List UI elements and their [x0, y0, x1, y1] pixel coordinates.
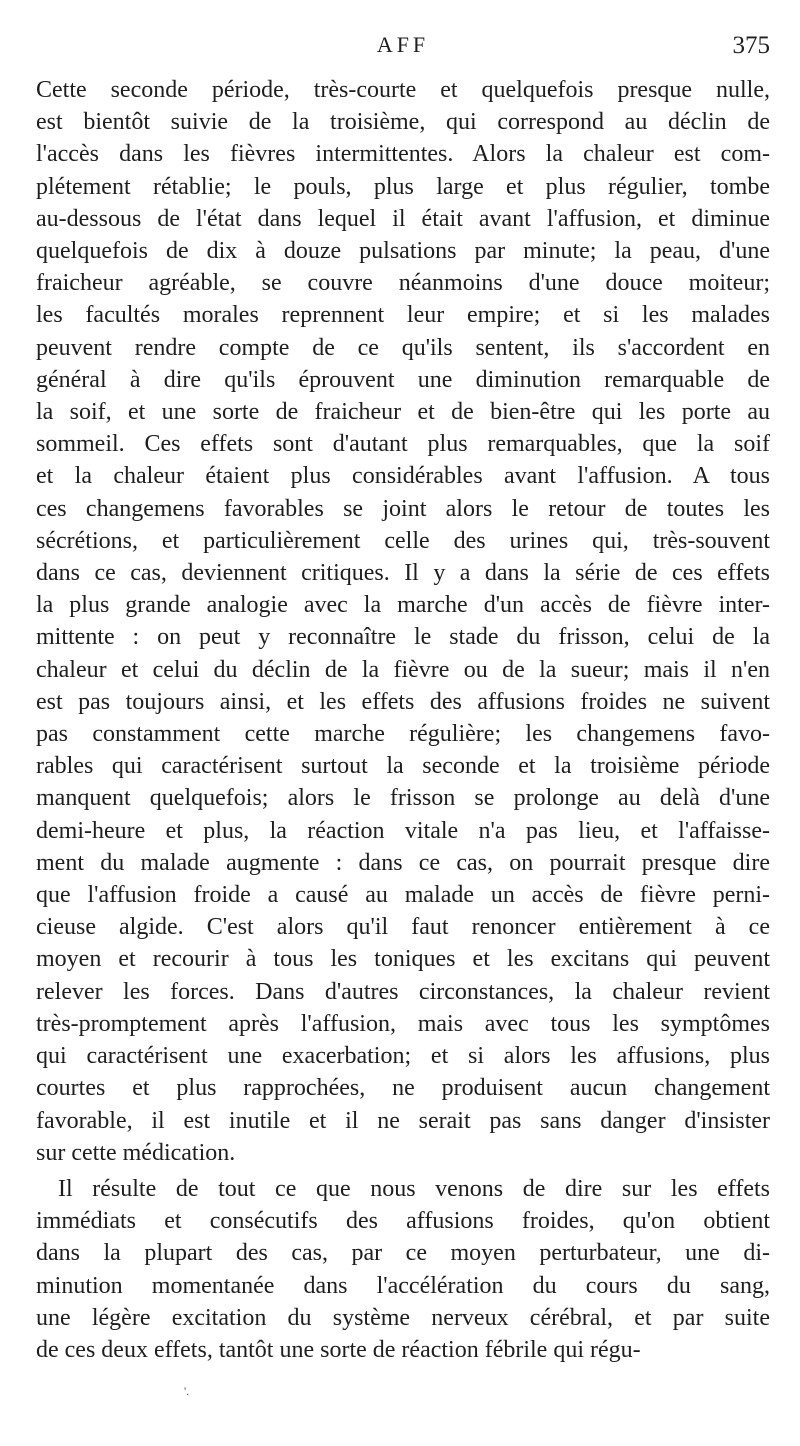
body-text: [36, 74, 770, 1366]
text-line: relever les forces. Dans d'autres circonstances, la chaleur revient: [36, 978, 770, 1005]
text-line: moyen et recourir à tous les toniques et les excitans qui peuvent: [36, 946, 770, 973]
text-line: minution momentanée dans l'accélération du cours du sang,: [36, 1272, 770, 1299]
running-head: [36, 32, 770, 66]
paragraph: [36, 1173, 770, 1366]
text-line: cieuse algide. C'est alors qu'il faut renoncer entièrement à ce: [36, 914, 770, 941]
text-line: dans ce cas, deviennent critiques. Il y a dans la série de ces effets: [36, 560, 770, 587]
text-line: au-dessous de l'état dans lequel il était avant l'affusion, et diminue: [36, 205, 770, 232]
text-line: Cette seconde période, très-courte et quelquefois presque nulle,: [36, 77, 770, 103]
text-line: favorable, il est inutile et il ne serait pas sans danger d'insister: [36, 1107, 770, 1134]
text-line: rables qui caractérisent surtout la seconde et la troisième période: [36, 753, 770, 780]
text-line: peuvent rendre compte de ce qu'ils sentent, ils s'accordent en: [36, 334, 770, 361]
text-line: la plus grande analogie avec la marche d'un accès de fièvre inter-: [36, 592, 770, 619]
page-number: 375: [732, 32, 770, 59]
text-line: que l'affusion froide a causé au malade un accès de fièvre perni-: [36, 882, 770, 909]
text-line: chaleur et celui du déclin de la fièvre ou de la sueur; mais il n'en: [36, 656, 770, 683]
text-line: plétement rétablie; le pouls, plus large et plus régulier, tombe: [36, 173, 770, 200]
text-line: dans la plupart des cas, par ce moyen perturbateur, une di-: [36, 1240, 770, 1267]
text-line: Il résulte de tout ce que nous venons de dire sur les effets: [58, 1175, 770, 1202]
text-line: ment du malade augmente : dans ce cas, on pourrait presque dire: [36, 849, 770, 876]
text-line: fraicheur agréable, se couvre néanmoins d'une douce moiteur;: [36, 270, 770, 297]
paragraph: [36, 74, 770, 1169]
text-line: sommeil. Ces effets sont d'autant plus remarquables, que la soif: [36, 431, 770, 458]
text-line: la soif, et une sorte de fraicheur et de bien-être qui les porte au: [36, 399, 770, 426]
text-line: pas constamment cette marche régulière; les changemens favo-: [36, 721, 770, 748]
text-line: sécrétions, et particulièrement celle des urines qui, très-souvent: [36, 527, 770, 554]
text-line: général à dire qu'ils éprouvent une diminution remarquable de: [36, 366, 770, 393]
text-line: sur cette médication.: [36, 1139, 236, 1166]
text-line: est pas toujours ainsi, et les effets des affusions froides ne suivent: [36, 688, 770, 715]
text-line: mittente : on peut y reconnaître le stade du frisson, celui de la: [36, 624, 770, 651]
text-line: une légère excitation du système nerveux cérébral, et par suite: [36, 1304, 770, 1331]
text-line: de ces deux effets, tantôt une sorte de réaction fébrile qui régu-: [36, 1336, 641, 1363]
text-line: ces changemens favorables se joint alors le retour de toutes les: [36, 495, 770, 522]
text-line: manquent quelquefois; alors le frisson se prolonge au delà d'une: [36, 785, 770, 812]
text-line: immédiats et consécutifs des affusions froides, qu'on obtient: [36, 1208, 770, 1235]
text-line: l'accès dans les fièvres intermittentes. Alors la chaleur est com-: [36, 141, 770, 168]
text-line: demi-heure et plus, la réaction vitale n'a pas lieu, et l'affaisse-: [36, 817, 770, 844]
stray-mark: '.: [184, 1384, 190, 1398]
text-line: courtes et plus rapprochées, ne produisent aucun changement: [36, 1075, 770, 1102]
text-line: très-promptement après l'affusion, mais avec tous les symptômes: [36, 1010, 770, 1037]
running-title: AFF: [376, 32, 430, 57]
text-line: quelquefois de dix à douze pulsations par minute; la peau, d'une: [36, 238, 770, 265]
text-line: qui caractérisent une exacerbation; et si alors les affusions, plus: [36, 1043, 770, 1070]
text-line: les facultés morales reprennent leur empire; et si les malades: [36, 302, 770, 329]
text-line: est bientôt suivie de la troisième, qui correspond au déclin de: [36, 109, 770, 136]
text-line: et la chaleur étaient plus considérables avant l'affusion. A tous: [36, 463, 770, 490]
